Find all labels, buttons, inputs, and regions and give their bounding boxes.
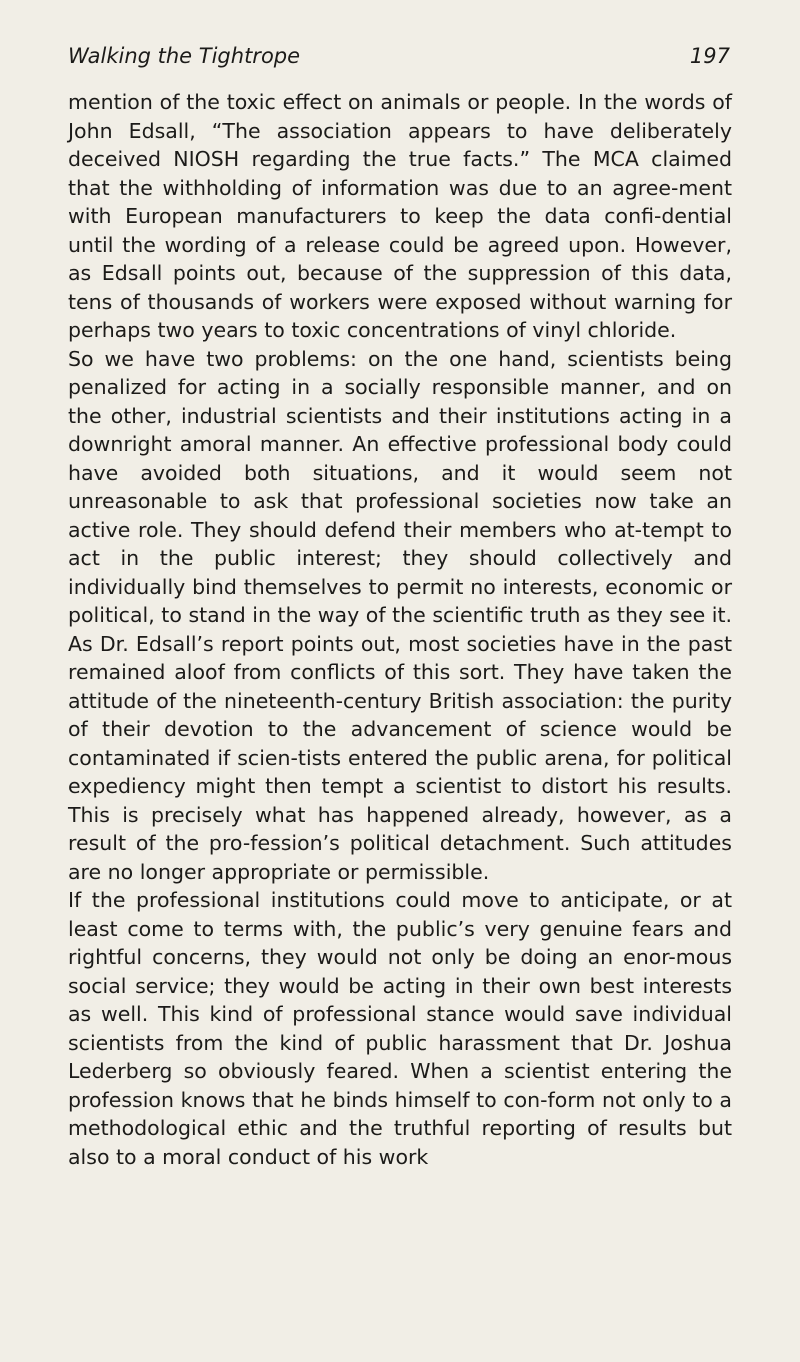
page-number: 197 bbox=[689, 44, 730, 68]
body-text bbox=[68, 88, 732, 1171]
paragraph: mention of the toxic effect on animals or people. In the words of John Edsall, “The association appears to have deliberately deceived NIOSH regarding the true facts.” The MCA claimed that the withholding of information was due to an agree-ment with European manufacturers to keep the data confi-dential until the wording of a release could be agreed upon. However, as Edsall points out, because of the suppression of this data, tens of thousands of workers were exposed without warning for perhaps two years to toxic concentrations of vinyl chloride. bbox=[68, 90, 732, 342]
paragraph: If the professional institutions could move to anticipate, or at least come to terms with, the public’s very genuine fears and rightful concerns, they would not only be doing an enor-mous social service; they would be acting in their own best interests as well. This kind of professional stance would save individual scientists from the kind of public harassment that Dr. Joshua Lederberg so obviously feared. When a scientist entering the profession knows that he binds himself to con-form not only to a methodological ethic and the truthful reporting of results but also to a moral conduct of his work bbox=[68, 888, 732, 1169]
running-title: Walking the Tightrope bbox=[68, 44, 301, 68]
page-header bbox=[68, 44, 730, 76]
paragraph: So we have two problems: on the one hand, scientists being penalized for acting in a socially responsible manner, and on the other, industrial scientists and their institutions acting in a downright amoral manner. An effective professional body could have avoided both situations, and it would seem not unreasonable to ask that professional societies now take an active role. They should defend their members who at-tempt to act in the public interest; they should collectively and individually bind themselves to permit no interests, economic or political, to stand in the way of the scientific truth as they see it. As Dr. Edsall’s report points out, most societies have in the past remained aloof from conflicts of this sort. They have taken the attitude of the nineteenth-century British association: the purity of their devotion to the advancement of science would be contaminated if scien-tists entered the public arena, for political expediency might then tempt a scientist to distort his results. This is precisely what has happened already, however, as a result of the pro-fession’s political detachment. Such attitudes are no longer appropriate or permissible. bbox=[68, 346, 732, 884]
